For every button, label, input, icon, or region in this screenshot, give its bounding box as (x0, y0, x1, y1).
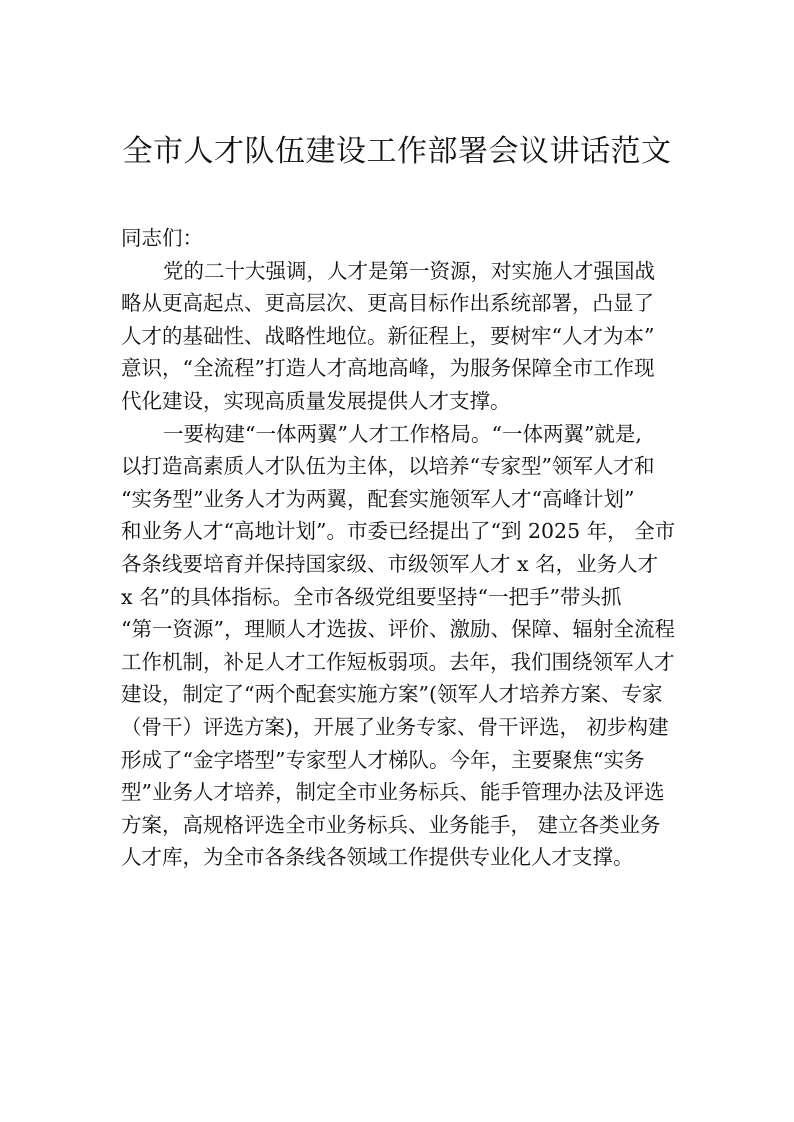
paragraph-line: 人才的基础性、战略性地位。新征程上，要树牢“人才为本” (121, 323, 655, 348)
paragraph-line: 一要构建“一体两翼”人才工作格局。“一体两翼”就是, (163, 421, 642, 446)
paragraph-line: 以打造高素质人才队伍为主体，以培养“专家型”领军人才和 (121, 454, 655, 479)
paragraph-2 (121, 418, 691, 874)
paragraph-line: 和业务人才“高地计划”。市委已经提出了“到 2025 年， 全市 (121, 519, 676, 544)
paragraph-line: 各条线要培育并保持国家级、市级领军人才 x 名，业务人才 (121, 551, 659, 576)
paragraph-line: 方案，高规格评选全市业务标兵、业务能手， 建立各类业务 (121, 812, 661, 837)
paragraph-line: 工作机制，补足人才工作短板弱项。去年，我们围绕领军人才 (121, 649, 675, 674)
paragraph-line: x 名”的具体指标。全市各级党组要坚持“一把手”带头抓 (121, 584, 622, 609)
paragraph-line: “第一资源”，理顺人才选拔、评价、激励、保障、辐射全流程 (121, 617, 675, 642)
paragraph-line: （骨干）评选方案)，开展了业务专家、骨干评选， 初步构建 (121, 714, 669, 739)
paragraph-line: 意识，“全流程”打造人才高地高峰，为服务保障全市工作现 (121, 356, 655, 381)
paragraph-line: “实务型”业务人才为两翼，配套实施领军人才“高峰计划” (121, 486, 635, 511)
salutation: 同志们： (121, 226, 203, 250)
paragraph-line: 形成了“金字塔型”专家型人才梯队。今年，主要聚焦“实务 (121, 747, 645, 772)
paragraph-line: 型”业务人才培养，制定全市业务标兵、能手管理办法及评选 (121, 780, 665, 805)
paragraph-line: 建设，制定了“两个配套实施方案”(领军人才培养方案、专家 (121, 682, 663, 707)
paragraph-1 (121, 255, 691, 418)
paragraph-line: 略从更高起点、更高层次、更高目标作出系统部署，凸显了 (121, 291, 654, 316)
document-title: 全市人才队伍建设工作部署会议讲话范文 (122, 134, 672, 169)
document-body (121, 222, 691, 874)
paragraph-line: 代化建设，实现高质量发展提供人才支撑。 (121, 388, 511, 413)
paragraph-line: 党的二十大强调，人才是第一资源，对实施人才强国战 (163, 258, 655, 283)
paragraph-line: 人才库，为全市各条线各领域工作提供专业化人才支撑。 (121, 845, 634, 870)
